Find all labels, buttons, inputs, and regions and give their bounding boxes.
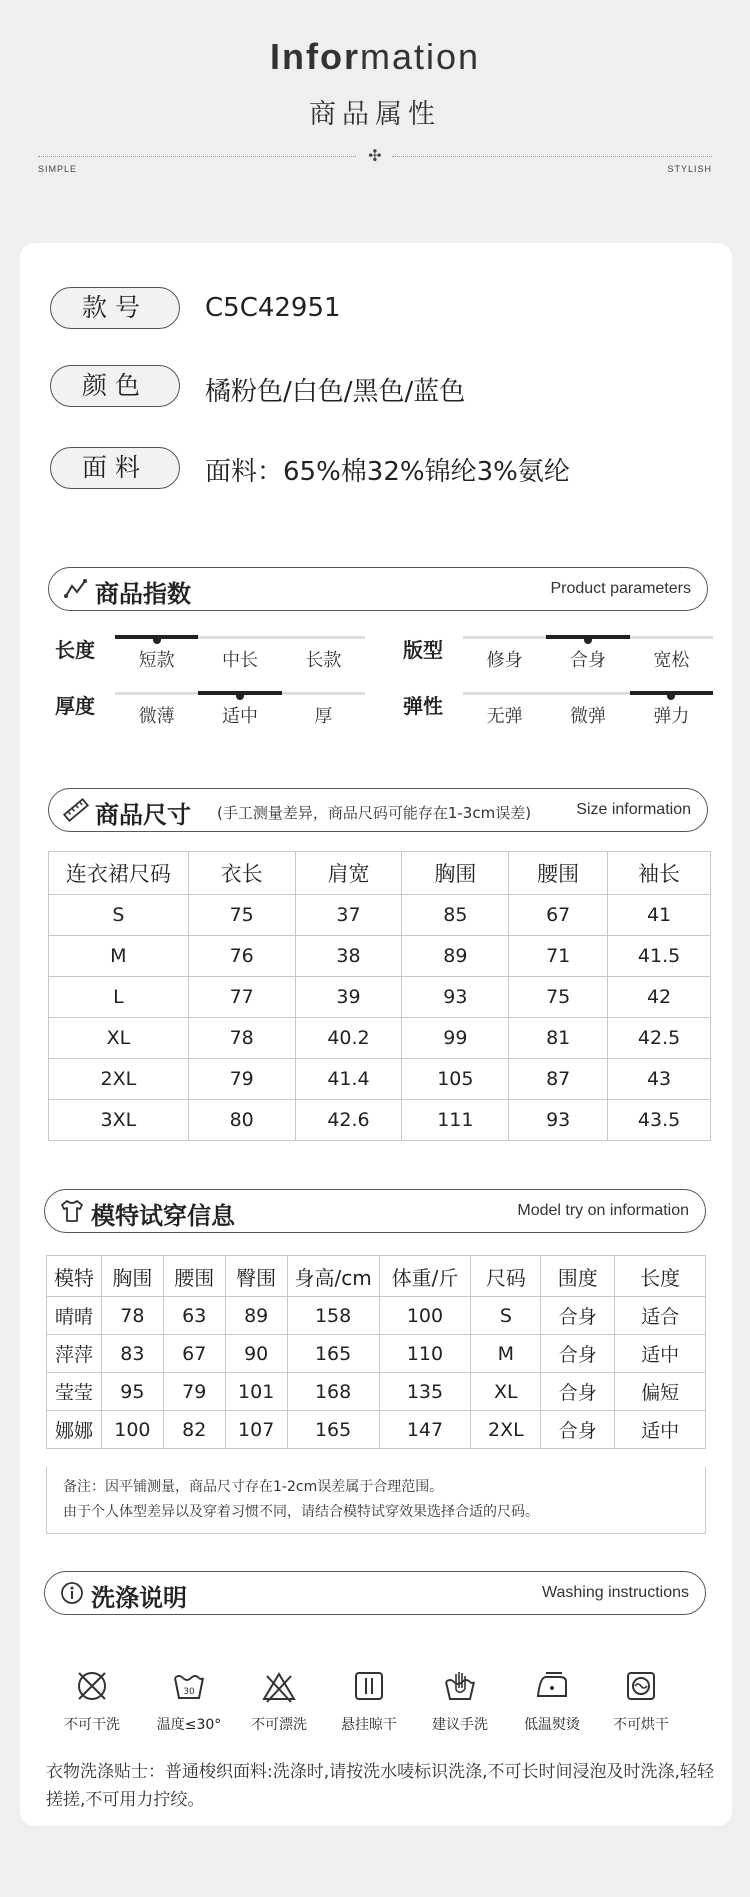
table-cell: 萍萍 — [47, 1335, 102, 1373]
info-icon — [59, 1580, 85, 1606]
model-row — [47, 1411, 706, 1449]
table-cell: 100 — [101, 1411, 163, 1449]
wash-item-wash-30 — [147, 1668, 231, 1734]
table-cell: 37 — [295, 895, 402, 936]
section-en-index: Product parameters — [550, 580, 691, 597]
table-cell: M — [471, 1335, 541, 1373]
table-cell: 100 — [379, 1297, 471, 1335]
column-header: 体重/斤 — [379, 1256, 471, 1297]
table-cell: 偏短 — [615, 1373, 706, 1411]
index-label: 厚度 — [55, 694, 95, 718]
model-row — [47, 1335, 706, 1373]
table-cell: 168 — [287, 1373, 379, 1411]
table-cell: 67 — [163, 1335, 225, 1373]
table-cell: 82 — [163, 1411, 225, 1449]
trend-line-icon — [63, 576, 89, 602]
table-cell: 77 — [188, 977, 295, 1018]
table-cell: 43.5 — [608, 1100, 711, 1141]
column-header: 长度 — [615, 1256, 706, 1297]
section-header-index — [48, 567, 708, 611]
attr-label-color: 颜色 — [50, 365, 180, 407]
simple-tag: SIMPLE — [38, 164, 78, 174]
table-cell: 99 — [402, 1018, 509, 1059]
table-cell: 合身 — [541, 1297, 615, 1335]
index-option: 厚 — [314, 706, 333, 727]
index-label: 长度 — [55, 638, 95, 662]
wash-item-low-iron — [510, 1668, 594, 1734]
table-cell: 101 — [225, 1373, 287, 1411]
attr-label-style-no: 款号 — [50, 287, 180, 329]
size-row — [49, 977, 711, 1018]
section-en-size: Size information — [576, 801, 691, 818]
wash-item-no-tumble-dry — [599, 1668, 683, 1734]
table-cell: 71 — [509, 936, 608, 977]
section-title-size: 商品尺寸 — [95, 801, 191, 829]
table-header-row — [47, 1256, 706, 1297]
table-cell: 78 — [101, 1297, 163, 1335]
index-option: 短款 — [138, 650, 175, 671]
stylish-tag: STYLISH — [667, 164, 712, 174]
table-cell: 42.5 — [608, 1018, 711, 1059]
section-note-size: (手工测量差异，商品尺码可能存在1-3cm误差) — [217, 804, 532, 822]
wash-label: 不可干洗 — [64, 1717, 120, 1733]
table-cell: 75 — [188, 895, 295, 936]
model-row — [47, 1297, 706, 1335]
table-cell: 40.2 — [295, 1018, 402, 1059]
title-rest-part: mation — [359, 36, 481, 77]
index-option: 无弹 — [486, 706, 523, 727]
size-row — [49, 1018, 711, 1059]
index-option: 长款 — [305, 650, 342, 671]
table-cell: 42 — [608, 977, 711, 1018]
table-cell: 76 — [188, 936, 295, 977]
table-cell: 41 — [608, 895, 711, 936]
size-row — [49, 1059, 711, 1100]
index-option: 中长 — [222, 650, 258, 671]
wash-label: 建议手洗 — [432, 1717, 488, 1733]
table-cell: 85 — [402, 895, 509, 936]
table-cell: 158 — [287, 1297, 379, 1335]
table-cell: 95 — [101, 1373, 163, 1411]
tshirt-icon — [59, 1198, 85, 1224]
header-divider-right — [392, 156, 712, 157]
table-cell: 78 — [188, 1018, 295, 1059]
table-cell: XL — [471, 1373, 541, 1411]
hang-dry-icon — [351, 1668, 387, 1704]
size-table — [48, 851, 711, 1141]
table-cell: 41.5 — [608, 936, 711, 977]
table-cell: 110 — [379, 1335, 471, 1373]
table-cell: 79 — [188, 1059, 295, 1100]
no-bleach-icon — [261, 1668, 297, 1704]
size-row — [49, 895, 711, 936]
table-cell: 晴晴 — [47, 1297, 102, 1335]
table-cell: 135 — [379, 1373, 471, 1411]
wash-label: 不可漂洗 — [251, 1717, 307, 1733]
table-cell: 107 — [225, 1411, 287, 1449]
attr-value-style-no: C5C42951 — [205, 293, 341, 323]
table-cell: 75 — [509, 977, 608, 1018]
table-cell: 90 — [225, 1335, 287, 1373]
tips-text: 普通梭织面料:洗涤时,请按洗水唛标识洗涤,不可长时间浸泡及时洗涤,轻轻搓搓,不可用力拧绞。 — [46, 1762, 714, 1810]
section-header-model — [44, 1189, 706, 1233]
index-option: 适中 — [222, 706, 258, 727]
index-option: 宽松 — [653, 650, 690, 671]
table-cell: 适中 — [615, 1335, 706, 1373]
page-title — [0, 36, 750, 78]
table-cell: 3XL — [49, 1100, 189, 1141]
index-option: 微薄 — [138, 706, 175, 727]
model-note — [46, 1467, 706, 1534]
table-cell: 87 — [509, 1059, 608, 1100]
section-title-washing: 洗涤说明 — [91, 1584, 187, 1612]
table-cell: 莹莹 — [47, 1373, 102, 1411]
wash-label: 低温熨烫 — [524, 1717, 580, 1733]
table-cell: 89 — [225, 1297, 287, 1335]
table-cell: S — [49, 895, 189, 936]
index-option: 合身 — [570, 650, 606, 671]
section-en-washing: Washing instructions — [541, 1584, 689, 1601]
table-cell: 39 — [295, 977, 402, 1018]
index-label: 版型 — [403, 638, 443, 662]
index-option: 微弹 — [570, 706, 606, 727]
column-header: 模特 — [47, 1256, 102, 1297]
model-note-line-2: 由于个人体型差异以及穿着习惯不同，请结合模特试穿效果选择合适的尺码。 — [63, 1504, 539, 1520]
index-option: 弹力 — [653, 706, 690, 727]
column-header: 胸围 — [101, 1256, 163, 1297]
size-row — [49, 936, 711, 977]
wash-30-icon — [171, 1668, 207, 1704]
section-title-index: 商品指数 — [95, 580, 191, 608]
section-header-size — [48, 788, 708, 832]
section-title-model: 模特试穿信息 — [91, 1202, 235, 1230]
column-header: 腰围 — [509, 852, 608, 895]
table-cell: 2XL — [471, 1411, 541, 1449]
wash-item-no-dry-clean — [50, 1668, 134, 1734]
crosshair-icon: ✣ — [368, 146, 382, 165]
column-header: 衣长 — [188, 852, 295, 895]
table-cell: 63 — [163, 1297, 225, 1335]
table-cell: 83 — [101, 1335, 163, 1373]
table-cell: 93 — [402, 977, 509, 1018]
table-cell: 67 — [509, 895, 608, 936]
washing-tips — [46, 1758, 716, 1814]
title-bold-part: Infor — [269, 36, 360, 77]
table-cell: 165 — [287, 1411, 379, 1449]
index-label: 弹性 — [403, 694, 443, 718]
model-row — [47, 1373, 706, 1411]
wash-label: 温度≤30° — [156, 1717, 222, 1733]
size-row — [49, 1100, 711, 1141]
table-cell: 81 — [509, 1018, 608, 1059]
table-cell: 41.4 — [295, 1059, 402, 1100]
table-cell: 105 — [402, 1059, 509, 1100]
model-table — [46, 1255, 706, 1449]
table-cell: S — [471, 1297, 541, 1335]
low-iron-icon — [534, 1668, 570, 1704]
table-cell: 43 — [608, 1059, 711, 1100]
column-header: 连衣裙尺码 — [49, 852, 189, 895]
column-header: 肩宽 — [295, 852, 402, 895]
table-cell: 适合 — [615, 1297, 706, 1335]
column-header: 臀围 — [225, 1256, 287, 1297]
table-cell: 111 — [402, 1100, 509, 1141]
column-header: 围度 — [541, 1256, 615, 1297]
table-cell: 42.6 — [295, 1100, 402, 1141]
table-cell: 2XL — [49, 1059, 189, 1100]
wash-label: 不可烘干 — [613, 1717, 669, 1733]
column-header: 袖长 — [608, 852, 711, 895]
attr-label-fabric: 面料 — [50, 447, 180, 489]
table-cell: 娜娜 — [47, 1411, 102, 1449]
attr-value-fabric: 面料：65%棉32%锦纶3%氨纶 — [205, 457, 570, 487]
column-header: 尺码 — [471, 1256, 541, 1297]
hand-wash-icon — [442, 1668, 478, 1704]
column-header: 身高/cm — [287, 1256, 379, 1297]
no-tumble-dry-icon — [623, 1668, 659, 1704]
wash-label: 悬挂晾干 — [341, 1717, 397, 1733]
table-cell: 80 — [188, 1100, 295, 1141]
table-cell: 合身 — [541, 1373, 615, 1411]
svg-text:30: 30 — [183, 1687, 195, 1697]
table-cell: 适中 — [615, 1411, 706, 1449]
header-divider-left — [38, 156, 356, 157]
column-header: 胸围 — [402, 852, 509, 895]
table-header-row — [49, 852, 711, 895]
index-option: 修身 — [486, 650, 523, 671]
column-header: 腰围 — [163, 1256, 225, 1297]
table-cell: 38 — [295, 936, 402, 977]
table-cell: 89 — [402, 936, 509, 977]
table-cell: 合身 — [541, 1335, 615, 1373]
table-cell: 147 — [379, 1411, 471, 1449]
no-dry-clean-icon — [74, 1668, 110, 1704]
table-cell: M — [49, 936, 189, 977]
wash-item-hand-wash — [418, 1668, 502, 1734]
table-cell: XL — [49, 1018, 189, 1059]
attr-value-color: 橘粉色/白色/黑色/蓝色 — [205, 377, 466, 407]
wash-item-no-bleach — [237, 1668, 321, 1734]
table-cell: L — [49, 977, 189, 1018]
model-note-line-1: 备注：因平铺测量，商品尺寸存在1-2cm误差属于合理范围。 — [63, 1479, 444, 1495]
table-cell: 79 — [163, 1373, 225, 1411]
table-cell: 合身 — [541, 1411, 615, 1449]
page-subtitle: 商品属性 — [309, 99, 441, 130]
table-cell: 165 — [287, 1335, 379, 1373]
ruler-icon — [63, 797, 89, 823]
wash-item-hang-dry — [327, 1668, 411, 1734]
tips-label: 衣物洗涤贴士： — [46, 1762, 165, 1782]
table-cell: 93 — [509, 1100, 608, 1141]
section-en-model: Model try on information — [517, 1202, 689, 1219]
section-header-washing — [44, 1571, 706, 1615]
